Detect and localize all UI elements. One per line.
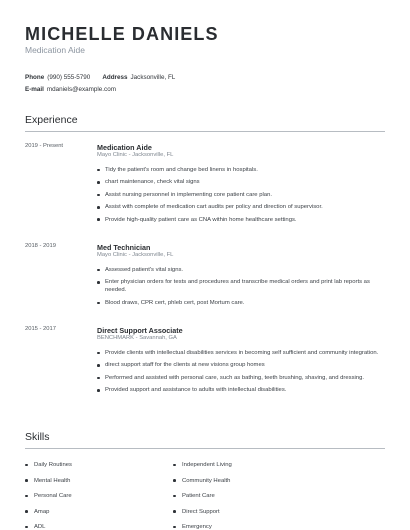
duty-item: Blood draws, CPR cert, phleb cert, post Mortum care. <box>97 299 387 307</box>
contact-line-1 <box>25 74 175 81</box>
candidate-name: MICHELLE DANIELS <box>25 24 219 44</box>
address-label: Address <box>102 74 128 81</box>
job-title: Medication Aide <box>25 45 86 55</box>
duty-item: Provided support and assistance to adults with intellectual disabilities. <box>97 386 387 394</box>
skill-item: Patient Care <box>173 492 323 508</box>
contact-line-2 <box>25 86 116 93</box>
job-role: Medication Aide <box>97 143 152 152</box>
job-dates: 2019 - Present <box>25 143 64 149</box>
skills-column-right <box>173 461 323 530</box>
job-duties <box>97 166 387 228</box>
skills-column-left <box>25 461 175 530</box>
job-duties <box>97 349 387 399</box>
job-dates: 2015 - 2017 <box>25 326 56 332</box>
skill-item: Emergency <box>173 523 323 530</box>
phone-label: Phone <box>25 74 45 81</box>
duty-item: Provide clients with intellectual disabilities services in becoming self sufficient and community integration. <box>97 349 387 357</box>
job-company: Mayo Clinic - Jacksonville, FL <box>97 152 174 158</box>
duty-item: direct support staff for the clients at new visions group homes <box>97 361 387 369</box>
duty-item: Assessed patient's vital signs. <box>97 266 387 274</box>
email-value: mdaniels@example.com <box>46 86 116 93</box>
job-role: Direct Support Associate <box>97 326 183 335</box>
duty-item: Enter physician orders for tests and procedures and transcribe medical orders and print lab reports as needed. <box>97 278 387 294</box>
duty-item: Tidy the patient's room and change bed linens in hospitals. <box>97 166 387 174</box>
skills-divider <box>25 448 385 449</box>
skill-item: Community Health <box>173 477 323 493</box>
job-duties <box>97 266 387 311</box>
skill-item: Amap <box>25 508 175 524</box>
email-label: E-mail <box>25 86 44 93</box>
job-company: Mayo Clinic - Jacksonville, FL <box>97 252 174 258</box>
skill-item: Direct Support <box>173 508 323 524</box>
duty-item: Assist with complete of medication cart audits per policy and direction of supervisor. <box>97 203 387 211</box>
skill-item: ADL <box>25 523 175 530</box>
job-company: BENCHMARK - Savannah, GA <box>97 335 177 341</box>
duty-item: Performed and assisted with personal care, such as bathing, teeth brushing, shaving, and dressing. <box>97 374 387 382</box>
skill-item: Personal Care <box>25 492 175 508</box>
experience-divider <box>25 131 385 132</box>
skill-item: Daily Routines <box>25 461 175 477</box>
phone-value: (990) 555-5790 <box>47 74 91 81</box>
duty-item: chart maintenance, check vital signs <box>97 178 387 186</box>
duty-item: Provide high-quality patient care as CNA within home healthcare settings. <box>97 216 387 224</box>
skill-item: Independent Living <box>173 461 323 477</box>
job-dates: 2018 - 2019 <box>25 243 56 249</box>
skills-heading: Skills <box>25 431 50 443</box>
job-role: Med Technician <box>97 243 151 252</box>
skill-item: Mental Health <box>25 477 175 493</box>
duty-item: Assist nursing personnel in implementing core patient care plan. <box>97 191 387 199</box>
experience-heading: Experience <box>25 114 78 126</box>
address-value: Jacksonville, FL <box>130 74 176 81</box>
